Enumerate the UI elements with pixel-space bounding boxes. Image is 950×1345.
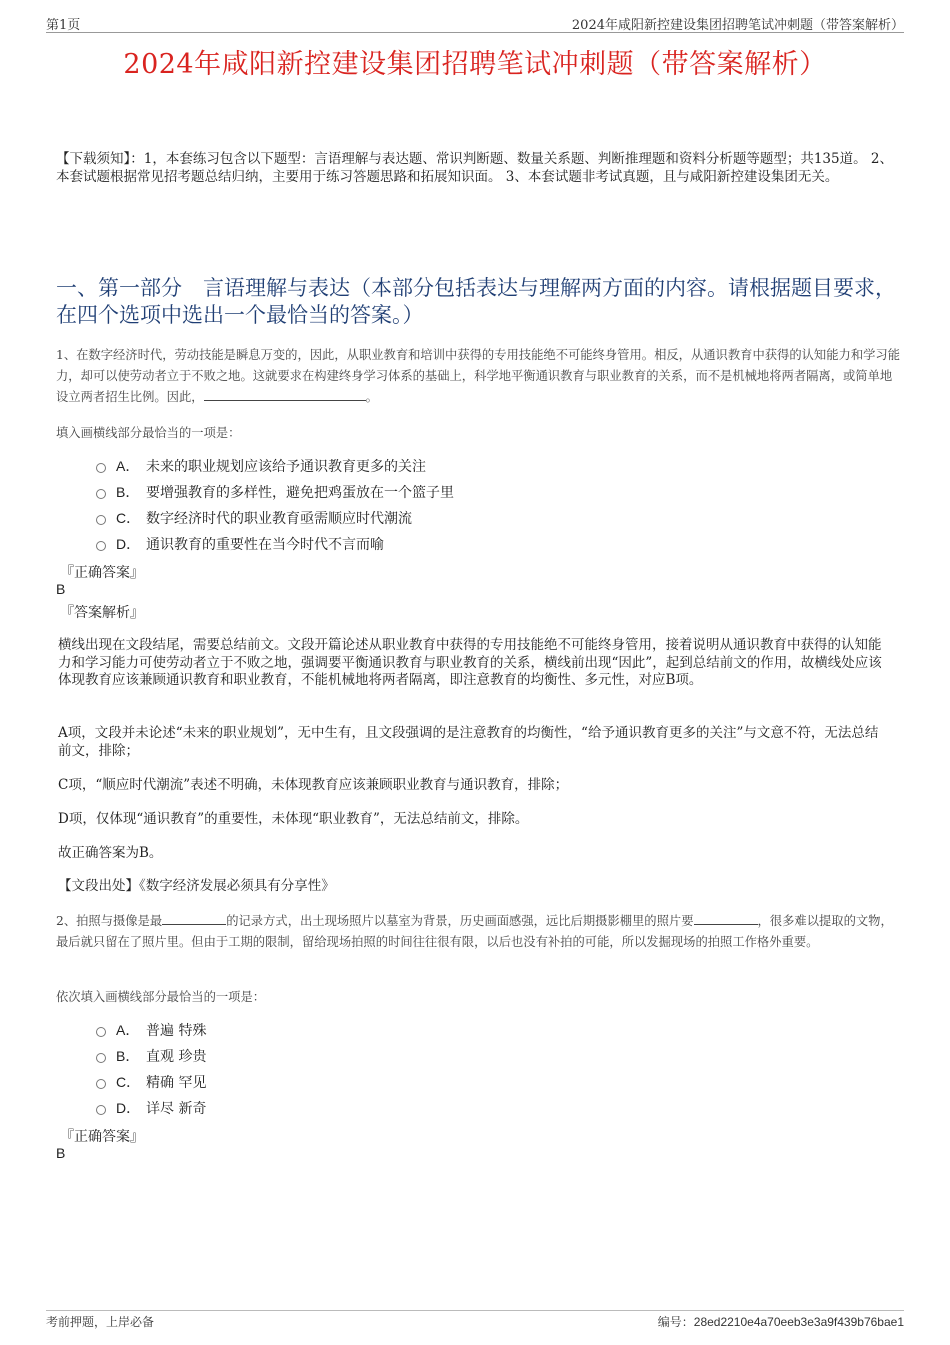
option-c[interactable] <box>96 505 454 531</box>
source-citation: 【文段出处】《数字经济发展必须具有分享性》 <box>58 878 335 894</box>
header-doc-title: 2024年咸阳新控建设集团招聘笔试冲刺题（带答案解析） <box>571 18 904 33</box>
option-a[interactable] <box>96 1017 206 1043</box>
option-d[interactable] <box>96 1095 206 1121</box>
footer-code-value: 28ed2210e4a70eeb3e3a9f439b76bae1 <box>693 1315 904 1329</box>
option-text: 普遍 特殊 <box>146 1023 207 1039</box>
radio-icon[interactable] <box>96 1027 106 1037</box>
analysis-paragraph: A项，文段并未论述“未来的职业规划”，无中生有，且文段强调的是注意教育的均衡性，“给予通识教育更多的关注”与文意不符，无法总结前文，排除； <box>58 725 879 759</box>
radio-icon[interactable] <box>96 515 106 525</box>
option-c[interactable] <box>96 1069 206 1095</box>
footer-code-label: 编号： <box>657 1315 694 1329</box>
option-text: 精确 罕见 <box>146 1075 207 1091</box>
radio-icon[interactable] <box>96 463 106 473</box>
answer-blank <box>694 912 758 925</box>
answer-blank <box>204 388 366 401</box>
question-1-options <box>96 453 454 557</box>
question-2-prompt: 依次填入画横线部分最恰当的一项是： <box>56 990 266 1004</box>
footer-slogan: 考前押题，上岸必备 <box>46 1315 155 1329</box>
option-text: 详尽 新奇 <box>146 1101 207 1117</box>
option-letter: C． <box>116 1074 141 1090</box>
analysis-label: 『答案解析』 <box>60 605 144 621</box>
option-letter: D． <box>116 1100 141 1116</box>
question-2-options <box>96 1017 206 1121</box>
question-1-body: 1、在数字经济时代，劳动技能是瞬息万变的，因此，从职业教育和培训中获得的专用技能绝不可能终身管用。相反，从通识教育中获得的认知能力和学习能力，却可以使劳动者立于不败之地。这就要求在构建终身学习体系的基础上，科学地平衡通识教育与职业教育的关系，而不是机械地将两者隔离，或简单地设立两者招生比例。因此， <box>56 348 901 404</box>
analysis-conclusion: 故正确答案为B。 <box>58 845 163 861</box>
answer-blank <box>162 912 226 925</box>
question-2-part-b: 的记录方式，出土现场照片以墓室为背景，历史画面感强，远比后期摄影棚里的照片要 <box>226 914 694 928</box>
option-letter: C． <box>116 510 141 526</box>
question-1-text <box>56 345 901 408</box>
option-b[interactable] <box>96 479 454 505</box>
footer-divider <box>46 1310 904 1311</box>
download-notice: 【下载须知】：1，本套练习包含以下题型：言语理解与表达题、常识判断题、数量关系题、判断推理题和资料分析题等题型；共135道。 2、本套试题根据常见招考题总结归纳，主要用于练习答题思路和拓展知识面。 3、本套试题非考试真题，且与咸阳新控建设集团无关。 <box>56 151 893 185</box>
analysis-paragraph: C项，“顺应时代潮流”表述不明确，未体现教育应该兼顾职业教育与通识教育，排除； <box>58 777 569 793</box>
question-1-end: 。 <box>365 390 378 404</box>
option-letter: B． <box>116 1048 140 1064</box>
question-1-prompt: 填入画横线部分最恰当的一项是： <box>56 426 241 440</box>
option-text: 通识教育的重要性在当今时代不言而喻 <box>146 537 384 553</box>
radio-icon[interactable] <box>96 489 106 499</box>
option-letter: D． <box>116 536 141 552</box>
radio-icon[interactable] <box>96 1053 106 1063</box>
option-letter: A． <box>116 458 140 474</box>
page-number: 第1页 <box>46 18 81 33</box>
option-text: 未来的职业规划应该给予通识教育更多的关注 <box>146 459 426 475</box>
option-text: 要增强教育的多样性，避免把鸡蛋放在一个篮子里 <box>146 485 454 501</box>
correct-answer: B <box>56 581 66 597</box>
option-letter: B． <box>116 484 140 500</box>
analysis-paragraph: 横线出现在文段结尾，需要总结前文。文段开篇论述从职业教育中获得的专用技能绝不可能终身管用，接着说明从通识教育中获得的认知能力和学习能力可使劳动者立于不败之地，强调要平衡通识教育与职业教育的关系，横线前出现“因此”，起到总结前文的作用，故横线处应该体现教育应该兼顾通识教育和职业教育，不能机械地将两者隔离，即注意教育的均衡性、多元性，对应B项。 <box>58 637 882 688</box>
correct-answer-label: 『正确答案』 <box>60 565 144 581</box>
correct-answer-label: 『正确答案』 <box>60 1129 144 1145</box>
radio-icon[interactable] <box>96 1079 106 1089</box>
section-heading: 一、第一部分 言语理解与表达（本部分包括表达与理解两方面的内容。请根据题目要求，在四个选项中选出一个最恰当的答案。） <box>56 276 896 327</box>
option-d[interactable] <box>96 531 454 557</box>
option-b[interactable] <box>96 1043 206 1069</box>
header-divider <box>46 32 904 33</box>
footer-code <box>658 1313 904 1330</box>
question-2-part-a: 2、拍照与摄像是最 <box>56 914 163 928</box>
question-2-text <box>56 911 901 953</box>
option-text: 数字经济时代的职业教育亟需顺应时代潮流 <box>146 511 412 527</box>
option-text: 直观 珍贵 <box>146 1049 207 1065</box>
radio-icon[interactable] <box>96 541 106 551</box>
analysis-paragraph: D项，仅体现“通识教育”的重要性，未体现“职业教育”，无法总结前文，排除。 <box>58 811 529 827</box>
radio-icon[interactable] <box>96 1105 106 1115</box>
option-letter: A． <box>116 1022 140 1038</box>
option-a[interactable] <box>96 453 454 479</box>
correct-answer: B <box>56 1145 66 1161</box>
question-2-part-c: ，很多难以提取的文物，最后就只留在了照片里。但由于工期的限制，留给现场拍照的时间往往很有限，以后也没有补拍的可能，所以发掘现场的拍照工作格外重要。 <box>56 914 893 949</box>
page-title: 2024年咸阳新控建设集团招聘笔试冲刺题（带答案解析） <box>123 49 827 80</box>
page-header <box>0 0 950 34</box>
